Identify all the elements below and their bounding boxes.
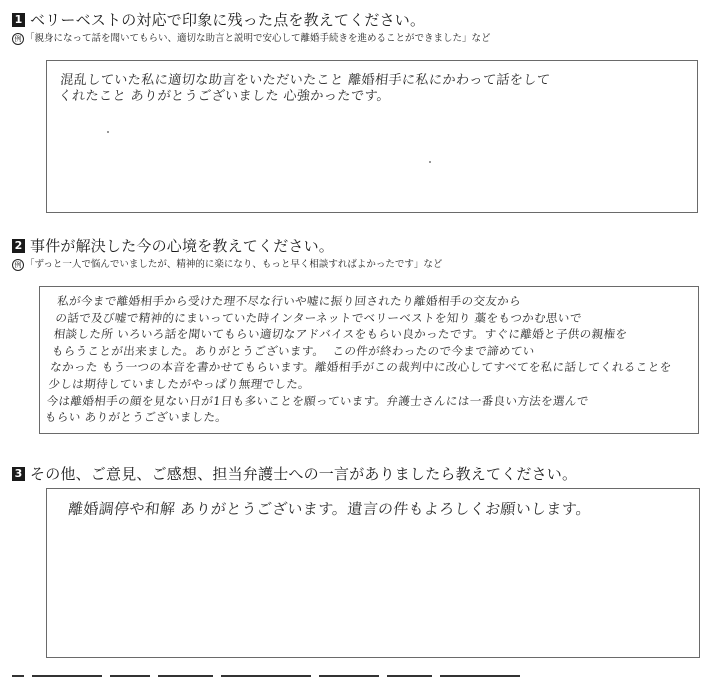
- section-1-title: [12, 10, 425, 32]
- section-2: [12, 236, 702, 436]
- section-3-question: その他、ご意見、ご感想、担当弁護士への一言がありましたら教えてください。: [30, 465, 578, 483]
- scan-speck: [107, 131, 109, 133]
- section-3-number: 3: [12, 467, 25, 481]
- section-3-title: [12, 464, 577, 486]
- section-2-title: [12, 236, 334, 258]
- section-3-answer: 離婚調停や和解 ありがとうございます。遺言の件もよろしくお願いします。: [67, 500, 592, 518]
- section-1-example-text: 「親身になって話を聞いてもらい、適切な助言と説明で安心して離婚手続きを進めることができました」など: [25, 33, 491, 44]
- section-1-number: 1: [12, 13, 25, 27]
- scan-speck: [429, 161, 431, 163]
- section-2-number: 2: [12, 239, 25, 253]
- section-1-example: [12, 33, 491, 45]
- cutoff-next-section: [12, 670, 702, 677]
- section-2-example-text: 「ずっと一人で悩んでいましたが、精神的に楽になり、もっと早く相談すればよかったです」など: [25, 259, 443, 270]
- section-2-question: 事件が解決した今の心境を教えてください。: [30, 237, 335, 255]
- example-mark: 例: [12, 259, 24, 271]
- section-1-answer-box: [46, 60, 698, 213]
- section-3: [12, 464, 702, 664]
- section-2-answer-box: [39, 286, 699, 434]
- example-mark: 例: [12, 33, 24, 45]
- section-1-question: ベリーベストの対応で印象に残った点を教えてください。: [30, 11, 426, 29]
- section-3-answer-box: [46, 488, 700, 658]
- section-1: [12, 10, 702, 150]
- section-1-answer: 混乱していた私に適切な助言をいただいたこと 離婚相手に私にかわって話をして くれたこと ありがとうございました 心強かったです。: [57, 73, 551, 104]
- section-2-example: [12, 259, 442, 271]
- section-2-answer: 私が今まで離婚相手から受けた理不尽な行いや嘘に振り回されたり離婚相手の交友から の話で及び嘘で精神的にまいっていた時インターネットでベリーベストを知り 藁をもつかむ思いで 相談した所 いろいろ話を聞いてもらい適切なアドバイスをもらい良かったです。すぐに離婚と子供の親権を もらうことが出来ました。ありがとうございます。 この件が終わったので今まで諦めてい なかった もう一つの本音を書かせてもらいます。離婚相手がこの裁判中に改心してすべてを私に話してくれることを 少しは期待していましたがやっぱり無理でした。 今は離婚相手の顔を見ない日が1日も多いことを願っています。弁護士さんには一番良い方法を選んで もらい ありがとうございました。: [44, 294, 673, 425]
